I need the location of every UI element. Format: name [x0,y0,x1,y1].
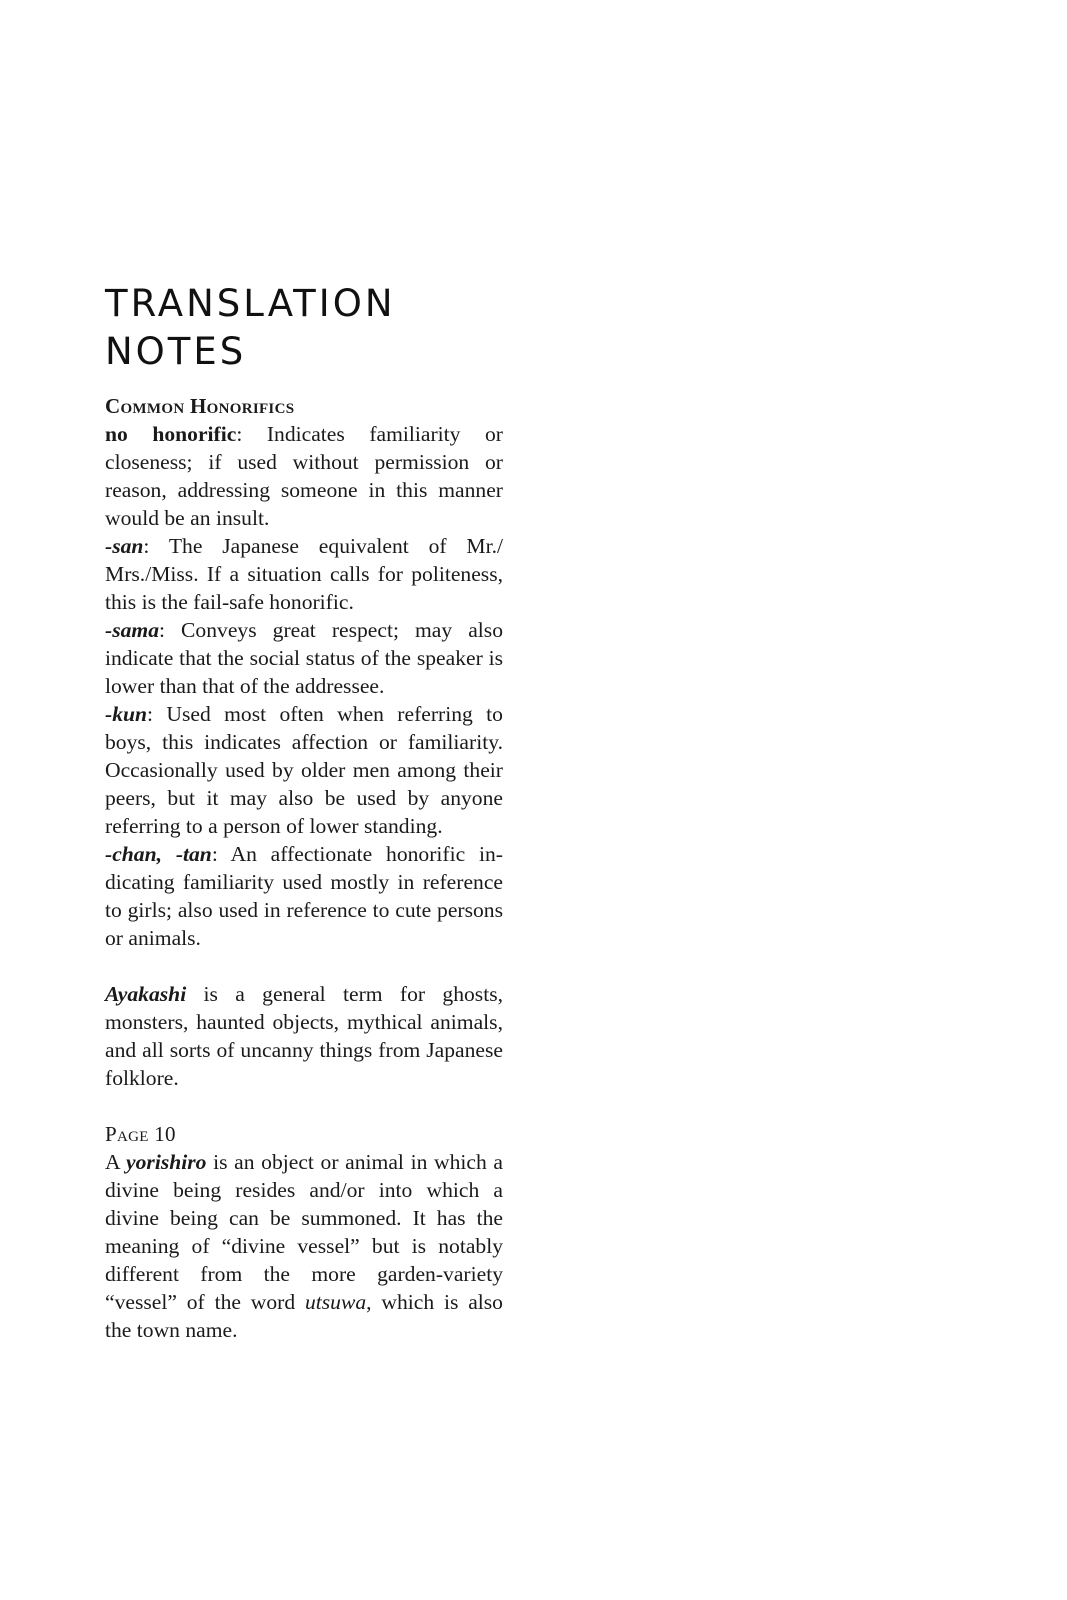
paragraph-spacer [105,952,503,980]
honorific-separator: : [147,702,167,726]
honorific-separator: : [236,422,267,446]
honorific-term: -kun [105,702,148,726]
honorific-definition: Indicates familiarity or closeness; if used without permission or reason, addressing someone in this manner would be an insult. [105,422,503,530]
honorific-entry-none [105,420,503,532]
ayakashi-paragraph [105,980,503,1092]
honorific-term: -sama [105,618,159,642]
honorific-separator: : [211,842,231,866]
honorific-term: -san [105,534,144,558]
honorific-definition: An affectionate honorific indicating familiarity used mostly in reference to girls; also used in reference to cute persons or animals. [105,842,503,950]
ayakashi-definition: is a general term for ghosts, monsters, haunted objects, mythical animals, and all sorts of uncanny things from Japanese folklore. [105,982,503,1090]
section-heading-honorifics: Common Honorifics [105,394,295,418]
yorishiro-lead: A [105,1150,127,1174]
yorishiro-text-1: is an object or animal in which a divine being resides and/or into which a divine being can be summoned. It has the meaning of “divine vessel” but is notably different from the more garden-variety “vessel” of the word [105,1150,503,1314]
ayakashi-term: Ayakashi [105,982,187,1006]
notes-column [105,392,503,1344]
honorific-separator: : [158,618,182,642]
page-title [105,280,525,376]
title-line-1: TRANSLATION [105,282,396,325]
honorific-entry-chan-tan [105,840,503,952]
honorific-entry-san [105,532,503,616]
yorishiro-term: yorishiro [126,1150,207,1174]
honorific-definition: The Japanese equivalent of Mr./ Mrs./Miss. If a situation calls for politeness, this is the fail-safe honorific. [105,534,503,614]
yorishiro-paragraph [105,1148,503,1344]
paragraph-spacer [105,1092,503,1120]
section-heading-page-10: Page 10 [105,1122,176,1146]
honorific-term: -chan, -tan [105,842,212,866]
honorific-definition: Conveys great respect; may also indicate that the social status of the speaker is lower than that of the addressee. [105,618,504,698]
honorific-separator: : [143,534,169,558]
yorishiro-text-2: , which is also the town name. [105,1290,503,1342]
title-line-2: NOTES [105,330,247,373]
honorific-term: no honorific [105,422,237,446]
honorific-definition: Used most often when referring to boys, this indicates affection or familiarity. Occasionally used by older men among their peers, but it may also be used by anyone referring to a person of lower standing. [105,702,503,838]
utsuwa-word: utsuwa [304,1290,367,1314]
honorific-entry-sama [105,616,503,700]
honorific-entry-kun [105,700,503,840]
